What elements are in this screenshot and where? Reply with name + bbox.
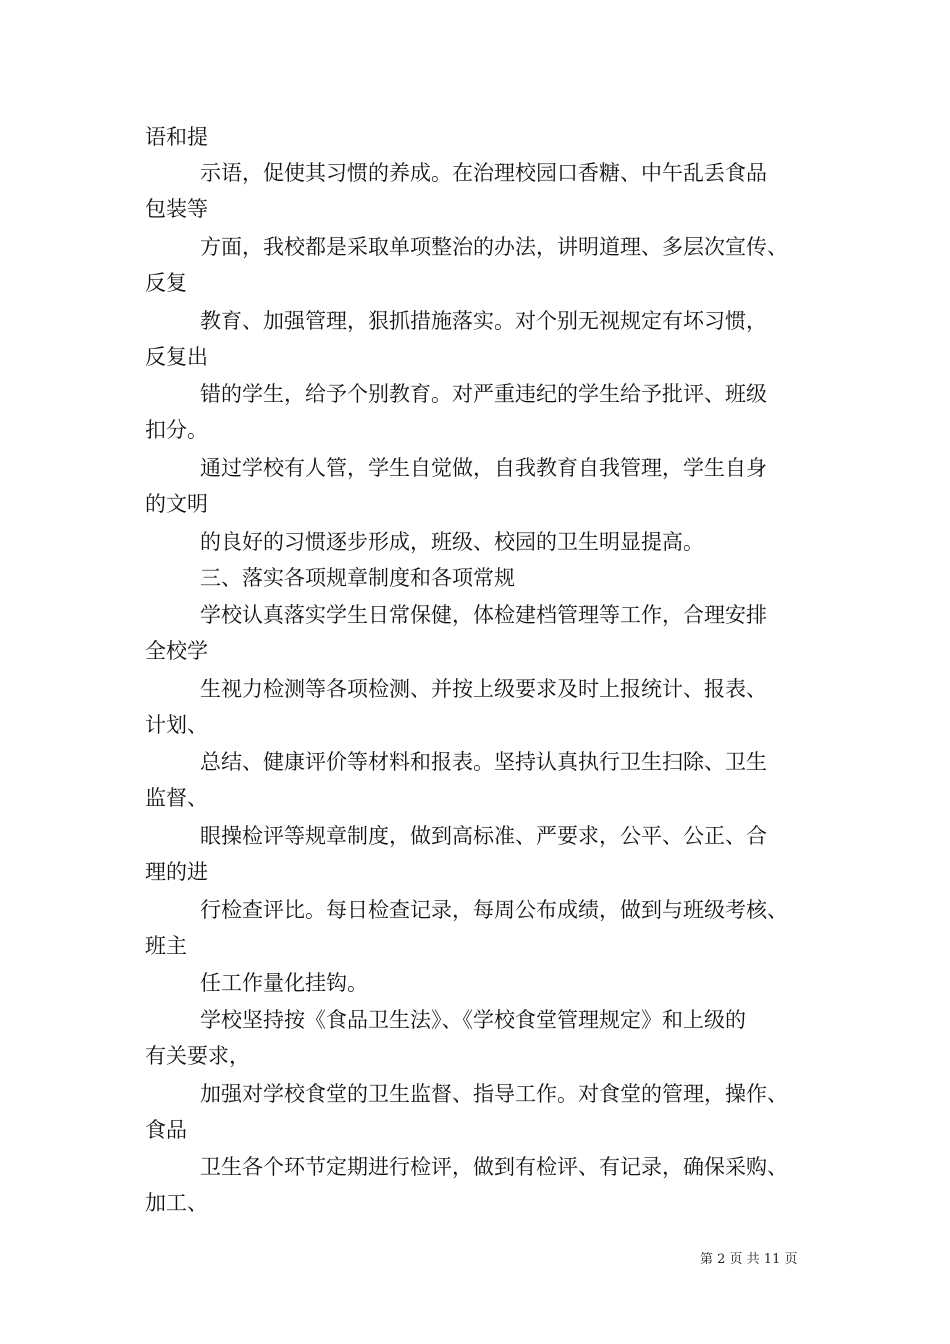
text-line: 任工作量化挂钩。 (200, 971, 368, 995)
text-line: 食品 (145, 1118, 187, 1142)
text-line: 的文明 (145, 492, 208, 516)
text-line: 监督、 (145, 786, 208, 810)
text-line: 有关要求， (145, 1044, 250, 1068)
text-line: 学校认真落实学生日常保健，体检建档管理等工作，合理安排 (200, 603, 767, 627)
text-line: 眼操检评等规章制度，做到高标准、严要求，公平、公正、合 (200, 824, 767, 848)
text-line: 班主 (145, 934, 187, 958)
text-line: 反复 (145, 271, 187, 295)
text-line: 理的进 (145, 860, 208, 884)
section-heading: 三、落实各项规章制度和各项常规 (200, 566, 515, 590)
text-line: 全校学 (145, 639, 208, 663)
text-line: 生视力检测等各项检测、并按上级要求及时上报统计、报表、 (200, 677, 767, 701)
text-line: 反复出 (145, 345, 208, 369)
page-number-footer: 第 2 页 共 11 页 (700, 1252, 798, 1267)
text-line: 包装等 (145, 197, 208, 221)
text-line: 示语，促使其习惯的养成。在治理校园口香糖、中午乱丢食品 (200, 161, 767, 185)
text-line: 扣分。 (145, 418, 208, 442)
text-line: 通过学校有人管，学生自觉做，自我教育自我管理，学生自身 (200, 456, 767, 480)
text-line: 错的学生，给予个别教育。对严重违纪的学生给予批评、班级 (200, 382, 767, 406)
text-line: 总结、健康评价等材料和报表。坚持认真执行卫生扫除、卫生 (200, 750, 767, 774)
text-line: 加强对学校食堂的卫生监督、指导工作。对食堂的管理，操作、 (200, 1082, 788, 1106)
text-line: 加工、 (145, 1191, 208, 1215)
text-line: 方面，我校都是采取单项整治的办法，讲明道理、多层次宣传、 (200, 235, 788, 259)
text-line: 教育、加强管理，狠抓措施落实。对个别无视规定有坏习惯， (200, 309, 767, 333)
text-line: 行检查评比。每日检查记录，每周公布成绩，做到与班级考核、 (200, 898, 788, 922)
text-line: 卫生各个环节定期进行检评，做到有检评、有记录，确保采购、 (200, 1155, 788, 1179)
text-line: 计划、 (145, 713, 208, 737)
text-line: 的良好的习惯逐步形成，班级、校园的卫生明显提高。 (200, 530, 704, 554)
text-line: 语和提 (145, 125, 208, 149)
text-line: 学校坚持按《食品卫生法》、《学校食堂管理规定》和上级的 (200, 1008, 746, 1032)
